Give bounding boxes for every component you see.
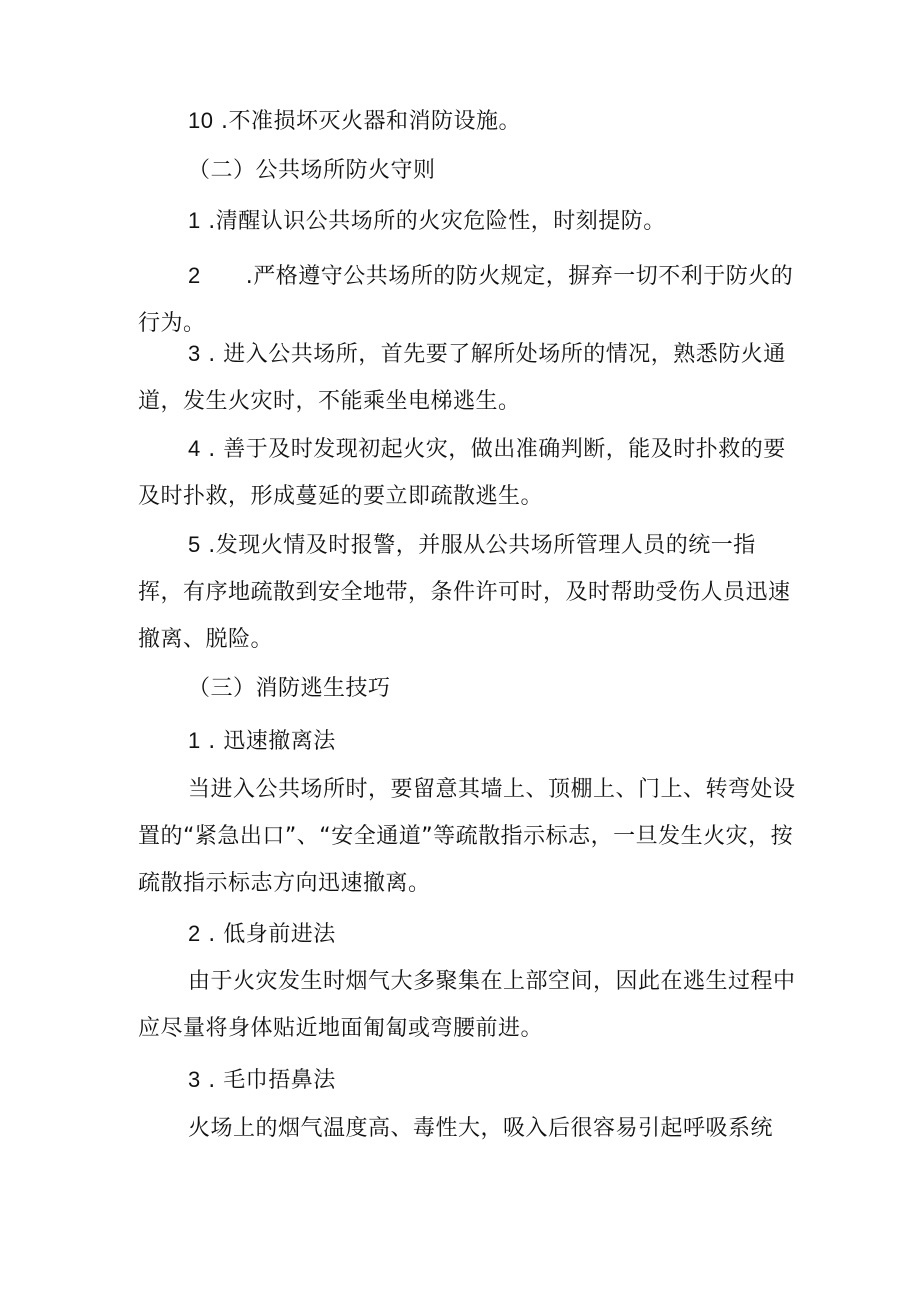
paragraph-number: 5 [188,532,201,557]
subheading-towel-over-nose [138,1056,798,1104]
paragraph-number: 3 [188,1067,201,1092]
paragraph-text: .清醒认识公共场所的火灾危险性，时刻提防。 [200,209,666,234]
paragraph-number: 3 [188,341,201,366]
paragraph-towel-over-nose [138,1105,798,1152]
section-heading-text: （二）公共场所防火守则 [188,158,436,183]
paragraph-text: .严格遵守公共场所的防火规定，摒弃一切不利于防火的行为。 [138,264,794,336]
paragraph-number: 10 [188,108,214,133]
paragraph-text: 由于火灾发生时烟气大多聚集在上部空间，因此在逃生过程中应尽量将身体贴近地面匍匐或弯腰前进。 [138,969,796,1041]
paragraph-crouch-forward [138,958,798,1052]
paragraph-rule-3 [138,330,798,425]
paragraph-rule-1 [138,197,798,245]
paragraph-number: 4 [188,436,201,461]
paragraph-rule-10 [138,97,798,145]
paragraph-rule-4 [138,425,798,520]
paragraph-text: 火场上的烟气温度高、毒性大，吸入后很容易引起呼吸系统 [188,1116,774,1141]
paragraph-text: 当进入公共场所时，要留意其墙上、顶棚上、门上、转弯处设置的“紧急出口”、“安全通道”等疏散指示标志，一旦发生火灾，按疏散指示标志方向迅速撤离。 [138,777,796,896]
paragraph-number: 2 [188,263,201,288]
paragraph-text: .发现火情及时报警，并服从公共场所管理人员的统一指挥，有序地疏散到安全地带，条件许可时，及时帮助受伤人员迅速撤离、脱险。 [138,533,791,652]
paragraph-text: . 低身前进法 [200,922,336,947]
paragraph-number: 1 [188,728,201,753]
section-heading-text: （三）消防逃生技巧 [188,676,391,701]
paragraph-number: 2 [188,921,201,946]
paragraph-text: . 进入公共场所，首先要了解所处场所的情况，熟悉防火通道，发生火灾时，不能乘坐电梯逃生。 [138,342,786,414]
section-heading-public-places [138,147,798,194]
subheading-crouch-forward [138,910,798,958]
paragraph-text: . 毛巾捂鼻法 [200,1068,336,1093]
paragraph-text: . 善于及时发现初起火灾，做出准确判断，能及时扑救的要及时扑救，形成蔓延的要立即疏散逃生。 [138,437,786,509]
paragraph-text: . 迅速撤离法 [200,729,336,754]
section-heading-escape-skills [138,665,798,712]
paragraph-quick-evacuation [138,766,798,907]
subheading-quick-evacuation [138,717,798,765]
paragraph-text: .不准损坏灭火器和消防设施。 [213,109,521,134]
paragraph-rule-5 [138,521,798,663]
paragraph-number: 1 [188,208,201,233]
